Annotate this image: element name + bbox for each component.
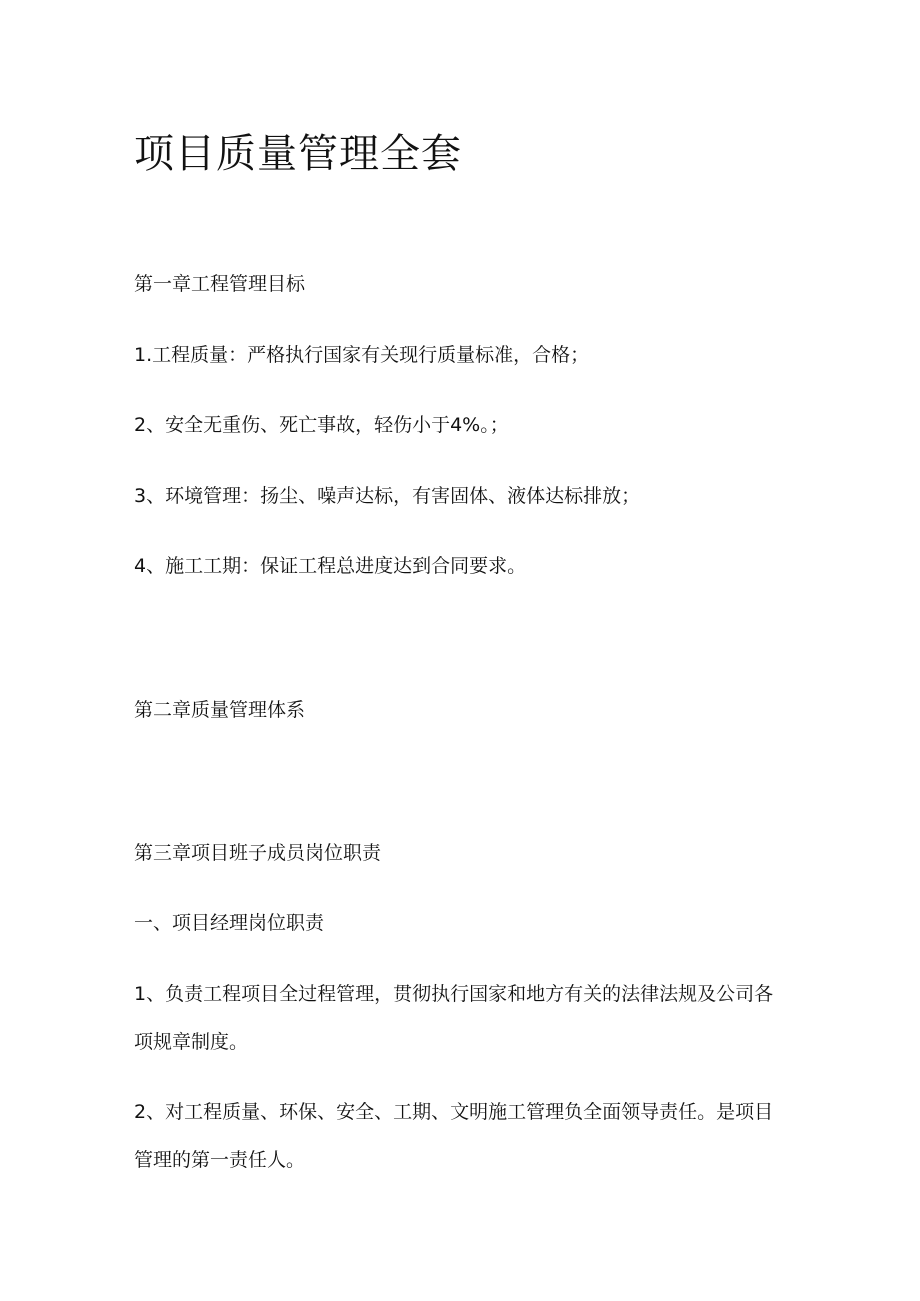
section-1-item-2: 2、对工程质量、环保、安全、工期、文明施工管理负全面领导责任。是项目管理的第一责任人。 (134, 1101, 774, 1171)
chapter-1-heading: 第一章工程管理目标 (134, 273, 306, 295)
section-1-heading: 一、项目经理岗位职责 (134, 912, 325, 934)
chapter-3-heading: 第三章项目班子成员岗位职责 (134, 842, 382, 864)
chapter-1-item-1: 1.工程质量：严格执行国家有关现行质量标准，合格； (134, 344, 590, 366)
section-1-item-1: 1、负责工程项目全过程管理，贯彻执行国家和地方有关的法律法规及公司各项规章制度。 (134, 983, 774, 1053)
chapter-2-heading: 第二章质量管理体系 (134, 699, 306, 721)
document-title: 项目质量管理全套 (134, 131, 462, 177)
chapter-1-item-3: 3、环境管理：扬尘、噪声达标，有害固体、液体达标排放； (134, 485, 641, 507)
chapter-1-item-4: 4、施工工期：保证工程总进度达到合同要求。 (134, 555, 527, 577)
chapter-1-item-2: 2、安全无重伤、死亡事故，轻伤小于4%。； (134, 414, 509, 436)
